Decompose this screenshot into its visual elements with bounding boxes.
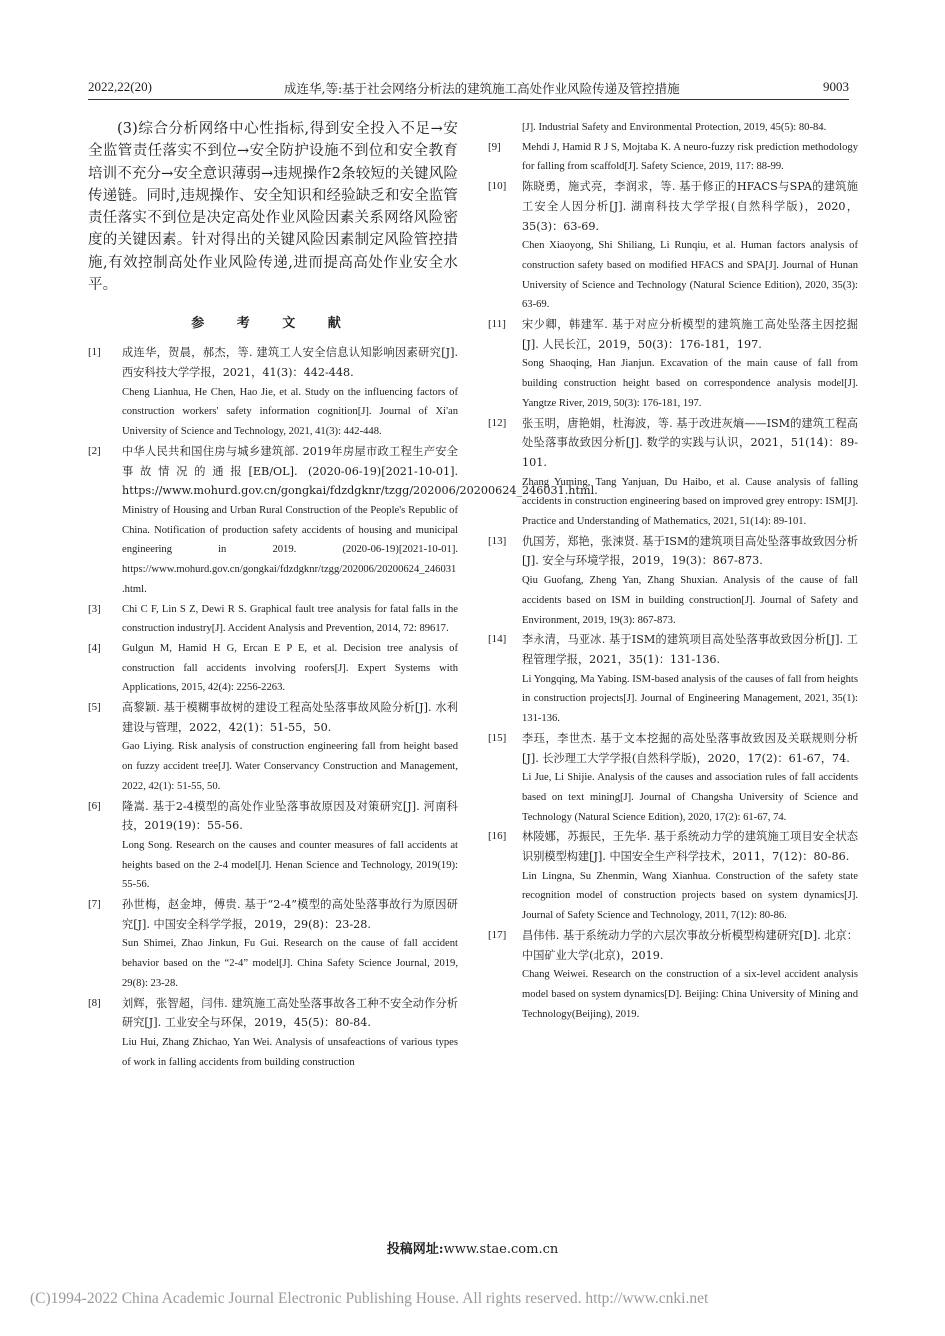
reference-chinese: 李永清，马亚冰. 基于ISM的建筑项目高处坠落事故致因分析[J]. 工程管理学报，2021，35(1)：131-136.	[522, 633, 858, 666]
reference-english: Ministry of Housing and Urban Rural Construction of the People's Republic of China. Notification of production safety accidents of housing and municipal engineering in 2019. (2020-06-19)[2021-10-01]. https://www.mohurd.gov.cn/gongkai/fdzdgknr/tzgg/202006/20200624_246031.html.	[122, 505, 458, 595]
reference-entry	[488, 414, 858, 532]
reference-chinese: 高黎颖. 基于模糊事故树的建设工程高处坠落事故风险分析[J]. 水利建设与管理，2022，42(1)：51-55，50.	[122, 701, 458, 734]
reference-number: [7]	[88, 898, 101, 911]
reference-entry	[488, 729, 858, 828]
reference-number: [2]	[88, 444, 101, 457]
reference-chinese: 仇国芳，郑艳，张涑贤. 基于ISM的建筑项目高处坠落事故致因分析[J]. 安全与环境学报，2019，19(3)：867-873.	[522, 534, 858, 568]
reference-entry	[88, 600, 458, 639]
reference-entry	[488, 138, 858, 177]
reference-english: Gao Liying. Risk analysis of construction engineering fall from height based on fuzzy accident tree[J]. Water Conservancy Construction and Management, 2022, 42(1): 51-55, 50.	[122, 741, 458, 792]
reference-english: Liu Hui, Zhang Zhichao, Yan Wei. Analysis of unsafeactions of various types of work in falling accidents from building construction	[122, 1036, 458, 1068]
reference-number: [11]	[488, 318, 506, 331]
right-column	[488, 118, 858, 1024]
reference-number: [17]	[488, 928, 507, 941]
reference-entry	[488, 926, 858, 1025]
reference-english: Chen Xiaoyong, Shi Shiliang, Li Runqiu, et al. Human factors analysis of construction safety based on modified HFACS and SPA[J]. Journal of Hunan University of Science and Technology (Natural Science Edition), 2020, 35(3): 63-69.	[522, 240, 858, 311]
reference-english: Long Song. Research on the causes and counter measures of fall accidents at heights based on the 2-4 model[J]. Henan Science and Technology, 2019(19): 55-56.	[122, 839, 458, 891]
header-issue: 2022,22(20)	[88, 79, 152, 94]
reference-number: [5]	[88, 701, 101, 714]
reference-continuation: [J]. Industrial Safety and Environmental Protection, 2019, 45(5): 80-84.	[522, 122, 827, 133]
running-header	[88, 78, 849, 100]
reference-chinese: 中华人民共和国住房与城乡建筑部. 2019年房屋市政工程生产安全事故情况的通报[EB/OL]. (2020-06-19)[2021-10-01]. https://www.mohurd.gov.cn/gongkai/fdzdgknr/tzgg/202006/20200624_246031.html.	[122, 444, 598, 498]
reference-number: [9]	[488, 140, 501, 153]
reference-entry	[88, 797, 458, 896]
reference-chinese: 陈晓勇，施式亮，李润求，等. 基于修正的HFACS与SPA的建筑施工安全人因分析[J]. 湖南科技大学学报(自然科学版)，2020，35(3)：63-69.	[522, 180, 858, 233]
reference-number: [3]	[88, 602, 101, 615]
reference-english: Sun Shimei, Zhao Jinkun, Fu Gui. Research on the cause of fall accident behavior based on the “2-4” model[J]. China Safety Science Journal, 2019, 29(8): 23-28.	[122, 938, 458, 989]
reference-number: [16]	[488, 830, 507, 843]
reference-number: [10]	[488, 180, 507, 193]
reference-number: [12]	[488, 416, 507, 429]
reference-number: [1]	[88, 346, 101, 359]
header-page-number: 9003	[823, 79, 849, 94]
reference-number: [4]	[88, 641, 101, 654]
reference-chinese: 张玉明，唐艳娟，杜海波，等. 基于改进灰熵——ISM的建筑工程高处坠落事故致因分析[J]. 数学的实践与认识，2021，51(14)：89-101.	[522, 416, 858, 469]
reference-english: Chang Weiwei. Research on the construction of a six-level accident analysis model based on system dynamics[D]. Beijing: China University of Mining and Technology(Beijing), 2019.	[522, 969, 858, 1020]
reference-english: Li Jue, Li Shijie. Analysis of the causes and association rules of fall accidents based on text mining[J]. Journal of Changsha University of Science and Technology (Natural Science Edition), 2020, 17(2): 61-67, 74.	[522, 772, 858, 823]
copyright-notice: (C)1994-2022 China Academic Journal Electronic Publishing House. All rights reserved. http://www.cnki.net	[30, 1290, 709, 1307]
reference-chinese: 林陵娜，苏振民，王先华. 基于系统动力学的建筑施工项目安全状态识别模型构建[J]. 中国安全生产科学技术，2011，7(12)：80-86.	[522, 830, 858, 864]
reference-entry	[88, 698, 458, 797]
submission-label: 投稿网址:	[386, 1242, 444, 1257]
reference-number: [13]	[488, 534, 507, 547]
reference-entry	[488, 177, 858, 315]
reference-english: Lin Lingna, Su Zhenmin, Wang Xianhua. Construction of the safety state recognition model of construction projects based on system dynamics[J]. Journal of Safety Science and Technology, 2011, 7(12): 80-86.	[522, 870, 858, 922]
reference-number: [6]	[88, 799, 101, 812]
submission-url[interactable]: www.stae.com.cn	[443, 1242, 559, 1257]
header-title: 成连华,等:基于社会网络分析法的建筑施工高处作业风险传递及管控措施	[284, 81, 680, 96]
reference-english: Li Yongqing, Ma Yabing. ISM-based analysis of the causes of fall from heights in construction projects[J]. Journal of Engineering Management, 2021, 35(1): 131-136.	[522, 673, 858, 725]
conclusion-paragraph: (3)综合分析网络中心性指标,得到安全投入不足→安全监管责任落实不到位→安全防护设施不到位和安全教育培训不充分→安全意识薄弱→违规操作2条较短的关键风险传递链。同时,违规操作、安全知识和经验缺乏和安全监管责任落实不到位是决定高处作业风险因素关系网络风险密度的关键因素。针对得出的关键风险因素制定风险管控措施,有效控制高处作业风险传递,进而提高高处作业安全水平。	[88, 121, 458, 294]
reference-english: Chi C F, Lin S Z, Dewi R S. Graphical fault tree analysis for fatal falls in the construction industry[J]. Accident Analysis and Prevention, 2014, 72: 89617.	[122, 603, 458, 635]
reference-english: Mehdi J, Hamid R J S, Mojtaba K. A neuro-fuzzy risk prediction methodology for falling from scaffold[J]. Safety Science, 2019, 117: 88-99.	[522, 141, 858, 173]
submission-site	[0, 1238, 945, 1257]
references-heading: 参 考 文 献	[191, 316, 355, 332]
reference-chinese: 隆嵩. 基于2-4模型的高处作业坠落事故原因及对策研究[J]. 河南科技，2019(19)：55-56.	[122, 799, 458, 833]
reference-chinese: 成连华，贺晨，郝杰，等. 建筑工人安全信息认知影响因素研究[J]. 西安科技大学学报，2021，41(3)：442-448.	[122, 346, 458, 380]
reference-number: [8]	[88, 996, 101, 1009]
reference-chinese: 宋少卿，韩建军. 基于对应分析模型的建筑施工高处坠落主因挖掘[J]. 人民长江，2019，50(3)：176-181，197.	[522, 318, 858, 351]
reference-entry	[88, 639, 458, 698]
reference-chinese: 刘辉，张智超，闫伟. 建筑施工高处坠落事故各工种不安全动作分析研究[J]. 工业安全与环保，2019，45(5)：80-84.	[122, 996, 458, 1030]
reference-chinese: 李珏，李世杰. 基于文本挖掘的高处坠落事故致因及关联规则分析[J]. 长沙理工大学学报(自然科学版)，2020，17(2)：61-67，74.	[522, 731, 858, 765]
reference-entry	[488, 827, 858, 926]
reference-number: [14]	[488, 633, 507, 646]
reference-entry	[488, 532, 858, 631]
reference-english: Gulgun M, Hamid H G, Ercan E P E, et al. Decision tree analysis of construction fall accidents involving roofers[J]. Expert Systems with Applications, 2015, 42(4): 2256-2263.	[122, 642, 458, 694]
reference-english: Cheng Lianhua, He Chen, Hao Jie, et al. Study on the influencing factors of construction workers' safety information cognition[J]. Journal of Xi'an University of Science and Technology, 2021, 41(3): 442-448.	[122, 386, 458, 438]
reference-entry	[488, 315, 858, 414]
reference-entry	[88, 994, 458, 1073]
reference-entry	[488, 630, 858, 729]
reference-english: Song Shaoqing, Han Jianjun. Excavation of the main cause of fall from building construction height based on correspondence analysis model[J]. Yangtze River, 2019, 50(3): 176-181, 197.	[522, 358, 858, 409]
reference-chinese: 昌伟伟. 基于系统动力学的六层次事故分析模型构建研究[D]. 北京：中国矿业大学(北京)，2019.	[522, 928, 858, 962]
reference-entry	[88, 895, 458, 994]
references-list-right	[488, 138, 858, 1025]
reference-chinese: 孙世梅，赵金坤，傅贵. 基于“2-4”模型的高处坠落事故行为原因研究[J]. 中国安全科学学报，2019，29(8)：23-28.	[122, 898, 458, 931]
reference-english: Zhang Yuming, Tang Yanjuan, Du Haibo, et al. Cause analysis of falling accidents in construction engineering based on improved grey entropy: ISM[J]. Practice and Understanding of Mathematics, 2021, 51(14): 89-101.	[522, 476, 858, 528]
reference-number: [15]	[488, 731, 507, 744]
reference-entry	[88, 343, 458, 442]
reference-english: Qiu Guofang, Zheng Yan, Zhang Shuxian. Analysis of the cause of fall accidents based on ISM in building construction[J]. Journal of Safety and Environment, 2019, 19(3): 867-873.	[522, 575, 858, 626]
